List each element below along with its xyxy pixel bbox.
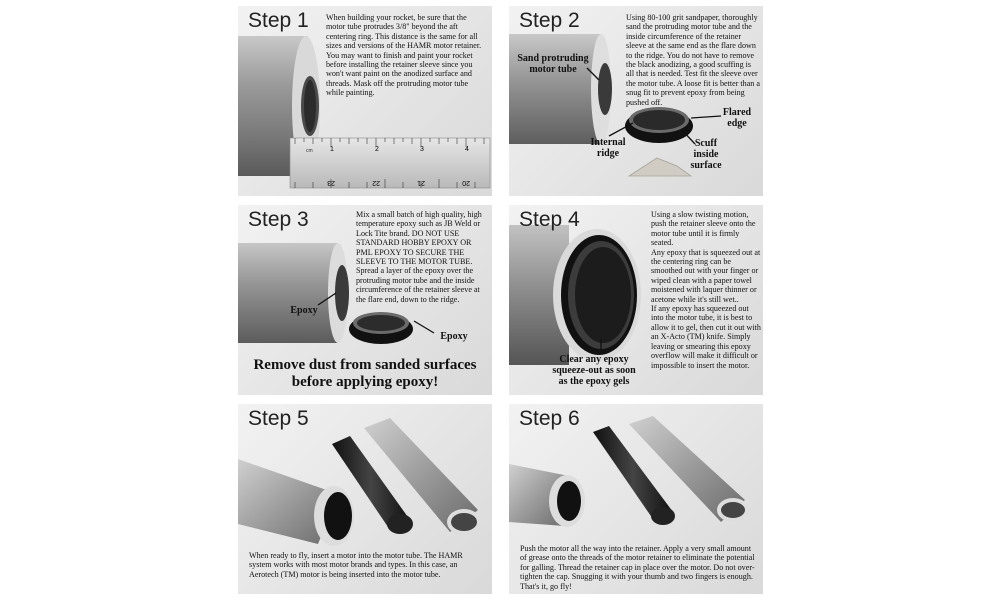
step-2-panel: [509, 6, 763, 196]
ruler-tick-label: 1: [330, 146, 334, 153]
internal-ridge-label: Internal ridge: [590, 137, 626, 159]
ruler-tick-label: 22: [372, 179, 380, 186]
ruler-tick-label: 20: [462, 179, 470, 186]
step-1-title: Step 1: [248, 9, 309, 32]
sand-motor-tube-label: Sand protruding motor tube: [517, 53, 589, 75]
flared-edge-label: Flared edge: [722, 107, 752, 129]
step-1-panel: [238, 6, 492, 196]
step-5-title: Step 5: [248, 407, 309, 430]
step-5-text: When ready to fly, insert a motor into the motor tube. The HAMR system works with most motor brands and types. In this case, an Aerotech (TM) motor is being inserted into the motor tube.: [249, 551, 463, 579]
step-1-text: When building your rocket, be sure that the motor tube protrudes 3/8" beyond the aft centering ring. This distance is the same for all sizes and versions of the HAMR motor retainer. You may want to finish and paint your rocket before installing the retainer sleeve since you won't want paint on the anodized surface and threads. Mask off the protruding motor tube while painting.: [326, 13, 482, 98]
ruler-tick-label: 2: [375, 146, 379, 153]
step-3-text: Mix a small batch of high quality, high temperature epoxy such as JB Weld or Lock Tite brand. DO NOT USE STANDARD HOBBY EPOXY OR PML EPOXY TO SECURE THE SLEEVE TO THE MOTOR TUBE. Spread a layer of the epoxy over the protruding motor tube and the inside circumference of the retainer sleeve at the flare end, down to the ridge.: [356, 210, 482, 304]
dust-warning: Remove dust from sanded surfaces before applying epoxy!: [253, 357, 477, 390]
epoxy-left-label: Epoxy: [290, 305, 318, 316]
step-4-text: Using a slow twisting motion, push the retainer sleeve onto the motor tube until it is firmly seated. Any epoxy that is squeezed out at the centering ring can be smoothed out with your finger or wiped clean with a paper towel moistened with laquer thinner or acetone while it's still wet.. If any epoxy has squeezed out into the motor tube, it is best to allow it to gel, then cut it out with an X-Acto (TM) knife. Simply leaving or smearing this epoxy overflow will make it difficult or impossible to insert the motor.: [651, 210, 761, 370]
step-4-title: Step 4: [519, 208, 580, 231]
step-2-title: Step 2: [519, 9, 580, 32]
ruler-unit: cm: [306, 148, 313, 154]
step-6-title: Step 6: [519, 407, 580, 430]
step-4-panel: [509, 205, 763, 395]
step-3-panel: [238, 205, 492, 395]
ruler-tick-label: 4: [465, 146, 469, 153]
step-2-text: Using 80-100 grit sandpaper, thoroughly sand the protruding motor tube and the inside circumference of the retainer sleeve at the same end as the flare down to the ridge. You do not have to remove the black anodizing, a good scuffing is all that is needed. Test fit the sleeve over the motor tube. A loose fit is better than a snug fit to prevent epoxy from being pushed off.: [626, 13, 760, 107]
step-6-panel: [509, 404, 763, 594]
step-6-text: Push the motor all the way into the retainer. Apply a very small amount of grease onto the threads of the motor retainer to eliminate the potential for galling. Thread the retainer cap in place over the motor. Do not over-tighten the cap. Snugging it with your thumb and two fingers is enough. That's it, go fly!: [520, 544, 755, 591]
ruler-bottom-ticks: [290, 172, 490, 186]
clear-epoxy-caption: Clear any epoxy squeeze-out as soon as the epoxy gels: [552, 354, 636, 387]
ruler-tick-label: 23: [327, 179, 335, 186]
epoxy-right-label: Epoxy: [440, 331, 468, 342]
ruler-tick-label: 3: [420, 146, 424, 153]
step-5-panel: [238, 404, 492, 594]
ruler-tick-label: 21: [417, 179, 425, 186]
scuff-inside-surface-label: Scuff inside surface: [690, 138, 722, 171]
ruler: [290, 138, 490, 188]
step-3-title: Step 3: [248, 208, 309, 231]
